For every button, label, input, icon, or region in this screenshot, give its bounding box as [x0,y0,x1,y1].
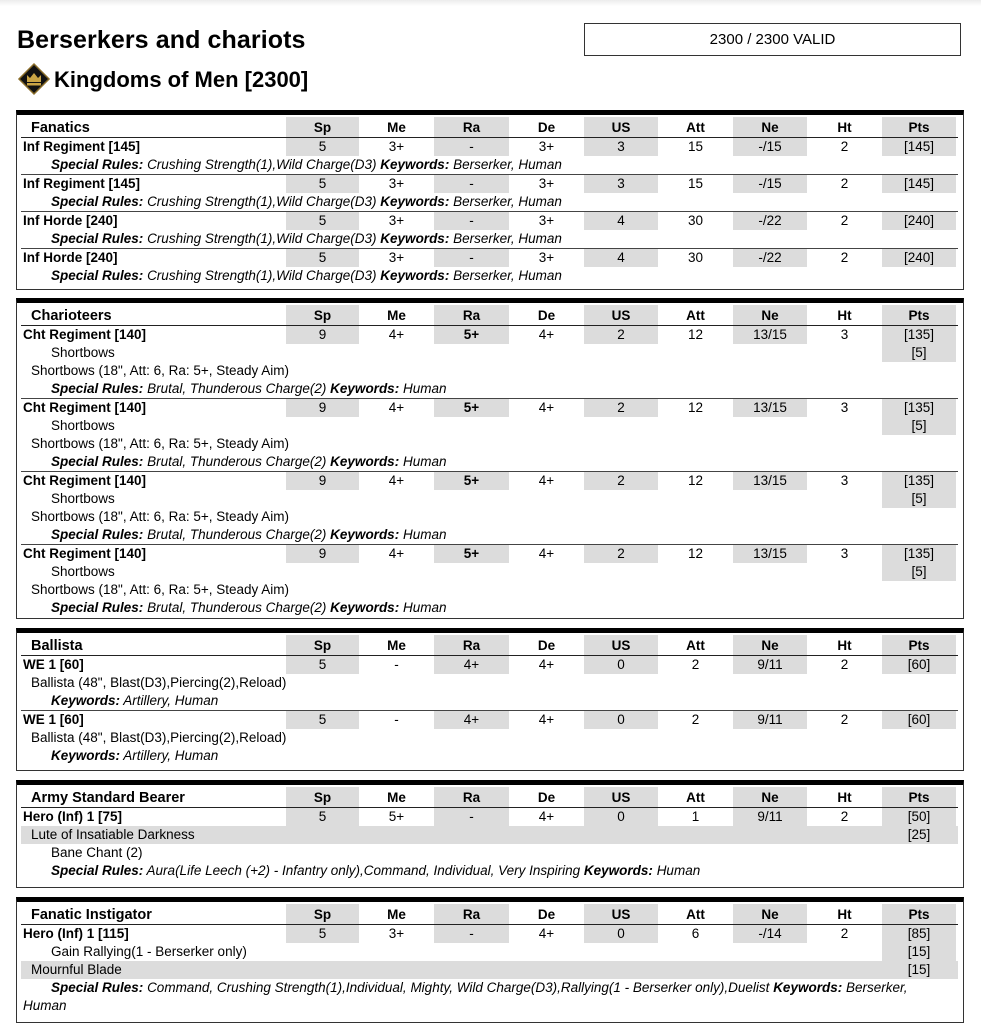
keywords-text: Human [402,527,447,542]
special-rules-text: Brutal, Thunderous Charge(2) [147,527,327,542]
keywords-text: Berserker, Human [453,231,562,246]
special-rules-text: Command, Crushing Strength(1),Individual, Mighty, Wild Charge(D3),Rallying(1 - Berserker only),Duelist [147,980,770,995]
col-header-pts: Pts [882,635,956,655]
special-rules-label: Special Rules: [51,231,144,246]
keywords-text: Artillery, Human [123,748,219,763]
stat-sp: 9 [286,545,359,563]
stat-pts: [85] [882,925,956,943]
unit-name: Cht Regiment [140] [23,327,147,342]
stat-ra: - [434,138,509,156]
unit-weapon-line [21,729,958,747]
col-header-sp: Sp [286,904,359,924]
col-header-ht: Ht [837,638,852,653]
special-rules-label: Special Rules: [51,863,144,878]
points-validity-badge: 2300 / 2300 VALID [584,23,961,56]
stat-ne: 9/11 [733,711,807,729]
artefact-name: Lute of Insatiable Darkness [31,827,195,842]
weapon-profile: Shortbows (18", Att: 6, Ra: 5+, Steady Aim) [31,436,290,451]
artefact-pts: [15] [907,962,931,977]
stat-ht: 2 [840,712,849,727]
col-header-ne: Ne [733,635,807,655]
col-header-me: Me [387,308,406,323]
stat-pts: [50] [882,808,956,826]
col-header-ne: Ne [733,904,807,924]
col-header-de: De [537,308,556,323]
keywords-label: Keywords: [380,157,450,172]
stat-pts: [135] [882,472,956,490]
army-heading [17,62,308,96]
option-name: Shortbows [51,491,115,506]
col-header-me: Me [387,638,406,653]
unit-name: Inf Horde [240] [23,250,118,265]
unit-rules-line [21,526,958,544]
keywords-label: Keywords: [330,527,400,542]
unit-row[interactable] [21,326,958,344]
option-name: Shortbows [51,564,115,579]
option-pts: [5] [882,490,956,508]
unit-name: Cht Regiment [140] [23,546,147,561]
special-rules-text: Brutal, Thunderous Charge(2) [147,600,327,615]
unit-rules-line [21,267,958,285]
col-header-ra: Ra [434,305,509,325]
stat-pts: [60] [882,656,956,674]
col-header-us: US [584,305,658,325]
col-header-pts: Pts [882,305,956,325]
keywords-text: Berserker, Human [453,157,562,172]
special-rules-label: Special Rules: [51,980,144,995]
unit-name: Hero (Inf) 1 [75] [23,809,123,824]
stat-sp: 5 [286,711,359,729]
unit-section-fanatic-instigator [16,897,964,1023]
unit-row[interactable] [21,471,958,490]
keywords-label: Keywords: [773,980,843,995]
unit-section-charioteers [16,298,964,619]
stat-ne: -/22 [733,249,807,267]
unit-name: WE 1 [60] [23,657,84,672]
stat-us: 2 [584,399,658,417]
stat-pts: [145] [882,138,956,156]
col-header-ht: Ht [837,120,852,135]
col-header-sp: Sp [286,635,359,655]
special-rules-text: Aura(Life Leech (+2) - Infantry only),Command, Individual, Very Inspiring [146,863,581,878]
col-header-ht: Ht [837,907,852,922]
stat-ht: 3 [840,327,849,342]
keywords-text: Human [656,863,701,878]
keywords-label: Keywords: [51,693,121,708]
weapon-profile: Ballista (48", Blast(D3),Piercing(2),Reload) [31,730,287,745]
unit-rules-line [21,193,958,211]
stat-ht: 2 [840,250,849,265]
keywords-text: Berserker, Human [453,194,562,209]
col-header-att: Att [686,638,705,653]
unit-spell-line [21,844,958,862]
stat-me: - [394,657,399,672]
stat-ra: - [434,249,509,267]
col-header-de: De [537,638,556,653]
special-rules-label: Special Rules: [51,600,144,615]
special-rules-text: Brutal, Thunderous Charge(2) [147,454,327,469]
stat-att: 15 [687,176,704,191]
unit-row[interactable] [21,174,958,193]
stat-ra: - [434,212,509,230]
col-header-us: US [584,787,658,807]
stat-de: 4+ [538,327,555,342]
stat-us: 3 [584,175,658,193]
stat-att: 30 [687,250,704,265]
stat-ra: 5+ [434,545,509,563]
unit-rules-line [21,599,958,617]
stat-att: 15 [687,139,704,154]
stat-ne: 9/11 [733,656,807,674]
stat-me: 4+ [388,327,405,342]
unit-row[interactable] [21,138,958,156]
col-header-sp: Sp [286,117,359,137]
col-header-me: Me [387,907,406,922]
stat-sp: 9 [286,326,359,344]
unit-name: Inf Regiment [145] [23,139,141,154]
unit-name: Cht Regiment [140] [23,400,147,415]
unit-row[interactable] [21,925,958,943]
weapon-profile: Shortbows (18", Att: 6, Ra: 5+, Steady Aim) [31,509,290,524]
keywords-label: Keywords: [583,863,653,878]
col-header-sp: Sp [286,305,359,325]
stat-att: 12 [687,327,704,342]
keywords-label: Keywords: [330,454,400,469]
stat-me: 4+ [388,546,405,561]
stat-ne: 9/11 [733,808,807,826]
col-header-us: US [584,117,658,137]
stat-att: 30 [687,213,704,228]
keywords-text: Berserker, Human [453,268,562,283]
stat-pts: [135] [882,326,956,344]
stat-sp: 9 [286,472,359,490]
stat-pts: [145] [882,175,956,193]
stat-att: 12 [687,473,704,488]
col-header-ra: Ra [434,904,509,924]
stat-me: - [394,712,399,727]
col-header-us: US [584,635,658,655]
col-header-me: Me [387,790,406,805]
unit-rules-line [21,692,958,710]
unit-artefact-line [21,826,958,844]
col-header-pts: Pts [882,787,956,807]
stat-ne: -/14 [733,925,807,943]
col-header-sp: Sp [286,787,359,807]
unit-row[interactable] [21,398,958,417]
stat-us: 2 [584,545,658,563]
section-title: Ballista [31,638,83,654]
col-header-ne: Ne [733,305,807,325]
special-rules-label: Special Rules: [51,454,144,469]
section-title: Army Standard Bearer [31,790,185,806]
stat-sp: 5 [286,212,359,230]
stat-sp: 9 [286,399,359,417]
col-header-pts: Pts [882,117,956,137]
stat-att: 6 [691,926,700,941]
stat-me: 3+ [388,176,405,191]
stat-de: 4+ [538,400,555,415]
section-header [21,305,958,326]
special-rules-text: Crushing Strength(1),Wild Charge(D3) [147,194,377,209]
stat-sp: 5 [286,138,359,156]
weapon-profile: Shortbows (18", Att: 6, Ra: 5+, Steady Aim) [31,582,290,597]
stat-ra: 5+ [434,326,509,344]
army-name: Kingdoms of Men [2300] [54,67,309,92]
unit-name: Inf Regiment [145] [23,176,141,191]
unit-row[interactable] [21,710,958,729]
stat-sp: 5 [286,656,359,674]
unit-section-fanatics [16,110,964,290]
stat-us: 4 [584,249,658,267]
unit-rules-line [21,380,958,398]
col-header-ra: Ra [434,117,509,137]
option-name: Shortbows [51,345,115,360]
stat-us: 3 [584,138,658,156]
special-rules-text: Crushing Strength(1),Wild Charge(D3) [147,157,377,172]
stat-de: 3+ [538,139,555,154]
unit-row[interactable] [21,211,958,230]
unit-rules-line [21,862,958,880]
unit-section-ballista [16,628,964,771]
keywords-label: Keywords: [330,600,400,615]
unit-rules-line [21,453,958,471]
stat-att: 12 [687,400,704,415]
stat-ne: 13/15 [733,545,807,563]
unit-row[interactable] [21,656,958,674]
stat-de: 3+ [538,176,555,191]
keywords-text: Human [402,600,447,615]
stat-de: 4+ [538,809,555,824]
section-title: Fanatics [31,120,90,136]
unit-artefact-line [21,961,958,979]
special-rules-text: Crushing Strength(1),Wild Charge(D3) [147,268,377,283]
unit-option-line [21,943,958,961]
artefact-pts: [25] [907,827,931,842]
keywords-label: Keywords: [380,231,450,246]
stat-ne: -/22 [733,212,807,230]
unit-option-line [21,563,958,581]
stat-ra: - [434,808,509,826]
option-name: Shortbows [51,418,115,433]
special-rules-label: Special Rules: [51,157,144,172]
stat-me: 3+ [388,139,405,154]
stat-sp: 5 [286,808,359,826]
col-header-de: De [537,120,556,135]
stat-de: 4+ [538,657,555,672]
col-header-att: Att [686,308,705,323]
col-header-de: De [537,790,556,805]
stat-ra: - [434,925,509,943]
stat-ra: 5+ [434,399,509,417]
stat-de: 4+ [538,926,555,941]
unit-row[interactable] [21,808,958,826]
unit-option-line [21,417,958,435]
stat-pts: [135] [882,545,956,563]
spell-name: Bane Chant (2) [51,845,143,860]
col-header-us: US [584,904,658,924]
stat-us: 0 [584,711,658,729]
unit-rules-line [21,230,958,248]
stat-pts: [240] [882,249,956,267]
keywords-label: Keywords: [380,268,450,283]
list-title: Berserkers and chariots [17,26,306,54]
col-header-ra: Ra [434,787,509,807]
weapon-profile: Shortbows (18", Att: 6, Ra: 5+, Steady Aim) [31,363,290,378]
stat-att: 1 [691,809,700,824]
page-top-shadow [0,0,981,6]
unit-weapon-line [21,362,958,380]
stat-ht: 2 [840,176,849,191]
stat-ht: 3 [840,400,849,415]
stat-sp: 5 [286,925,359,943]
unit-row[interactable] [21,248,958,267]
keywords-text: Human [402,381,447,396]
col-header-pts: Pts [882,904,956,924]
stat-ht: 2 [840,139,849,154]
unit-weapon-line [21,674,958,692]
unit-option-line [21,490,958,508]
keywords-label: Keywords: [330,381,400,396]
stat-att: 12 [687,546,704,561]
unit-option-line [21,344,958,362]
keywords-text: Artillery, Human [123,693,219,708]
unit-name: Inf Horde [240] [23,213,118,228]
col-header-att: Att [686,907,705,922]
stat-me: 5+ [388,809,405,824]
option-pts: [15] [882,943,956,961]
keywords-label: Keywords: [51,748,121,763]
stat-de: 4+ [538,546,555,561]
section-header [21,904,958,925]
option-name: Gain Rallying(1 - Berserker only) [51,944,247,959]
stat-us: 0 [584,925,658,943]
unit-rules-line [21,747,958,765]
weapon-profile: Ballista (48", Blast(D3),Piercing(2),Reload) [31,675,287,690]
stat-pts: [60] [882,711,956,729]
stat-ne: 13/15 [733,472,807,490]
col-header-ne: Ne [733,117,807,137]
stat-us: 2 [584,326,658,344]
stat-de: 4+ [538,712,555,727]
special-rules-text: Crushing Strength(1),Wild Charge(D3) [147,231,377,246]
unit-weapon-line [21,435,958,453]
keywords-text: Human [402,454,447,469]
stat-att: 2 [691,657,700,672]
option-pts: [5] [882,344,956,362]
special-rules-label: Special Rules: [51,194,144,209]
special-rules-label: Special Rules: [51,268,144,283]
col-header-ra: Ra [434,635,509,655]
stat-ne: 13/15 [733,399,807,417]
stat-ra: 4+ [434,656,509,674]
section-header [21,635,958,656]
special-rules-label: Special Rules: [51,527,144,542]
stat-pts: [240] [882,212,956,230]
unit-weapon-line [21,508,958,526]
unit-rules-line [21,156,958,174]
col-header-att: Att [686,790,705,805]
stat-ht: 3 [840,546,849,561]
stat-att: 2 [691,712,700,727]
stat-ht: 2 [840,926,849,941]
unit-name: Hero (Inf) 1 [115] [23,926,129,941]
special-rules-text: Brutal, Thunderous Charge(2) [147,381,327,396]
special-rules-label: Special Rules: [51,381,144,396]
stat-de: 3+ [538,250,555,265]
unit-name: WE 1 [60] [23,712,84,727]
stat-de: 3+ [538,213,555,228]
section-title: Fanatic Instigator [31,907,152,923]
stat-us: 2 [584,472,658,490]
unit-section-army-standard-bearer [16,780,964,888]
stat-ra: - [434,175,509,193]
keywords-text: Berserker, Human [23,980,908,1013]
keywords-label: Keywords: [380,194,450,209]
stat-ht: 2 [840,657,849,672]
col-header-ne: Ne [733,787,807,807]
stat-us: 0 [584,808,658,826]
stat-ht: 2 [840,809,849,824]
stat-ra: 5+ [434,472,509,490]
unit-row[interactable] [21,544,958,563]
stat-me: 3+ [388,213,405,228]
col-header-de: De [537,907,556,922]
option-pts: [5] [882,563,956,581]
stat-ra: 4+ [434,711,509,729]
stat-me: 3+ [388,926,405,941]
stat-de: 4+ [538,473,555,488]
col-header-ht: Ht [837,790,852,805]
stat-me: 4+ [388,400,405,415]
stat-sp: 5 [286,175,359,193]
option-pts: [5] [882,417,956,435]
unit-name: Cht Regiment [140] [23,473,147,488]
stat-ne: -/15 [733,175,807,193]
crown-diamond-icon [17,62,51,96]
stat-pts: [135] [882,399,956,417]
col-header-att: Att [686,120,705,135]
stat-ht: 3 [840,473,849,488]
artefact-name: Mournful Blade [31,962,122,977]
unit-weapon-line [21,581,958,599]
stat-us: 0 [584,656,658,674]
stat-us: 4 [584,212,658,230]
stat-sp: 5 [286,249,359,267]
section-header [21,787,958,808]
col-header-ht: Ht [837,308,852,323]
section-header [21,117,958,138]
section-title: Charioteers [31,308,112,324]
stat-me: 3+ [388,250,405,265]
col-header-me: Me [387,120,406,135]
stat-ht: 2 [840,213,849,228]
stat-me: 4+ [388,473,405,488]
stat-ne: -/15 [733,138,807,156]
stat-ne: 13/15 [733,326,807,344]
unit-rules-line [21,979,958,1015]
